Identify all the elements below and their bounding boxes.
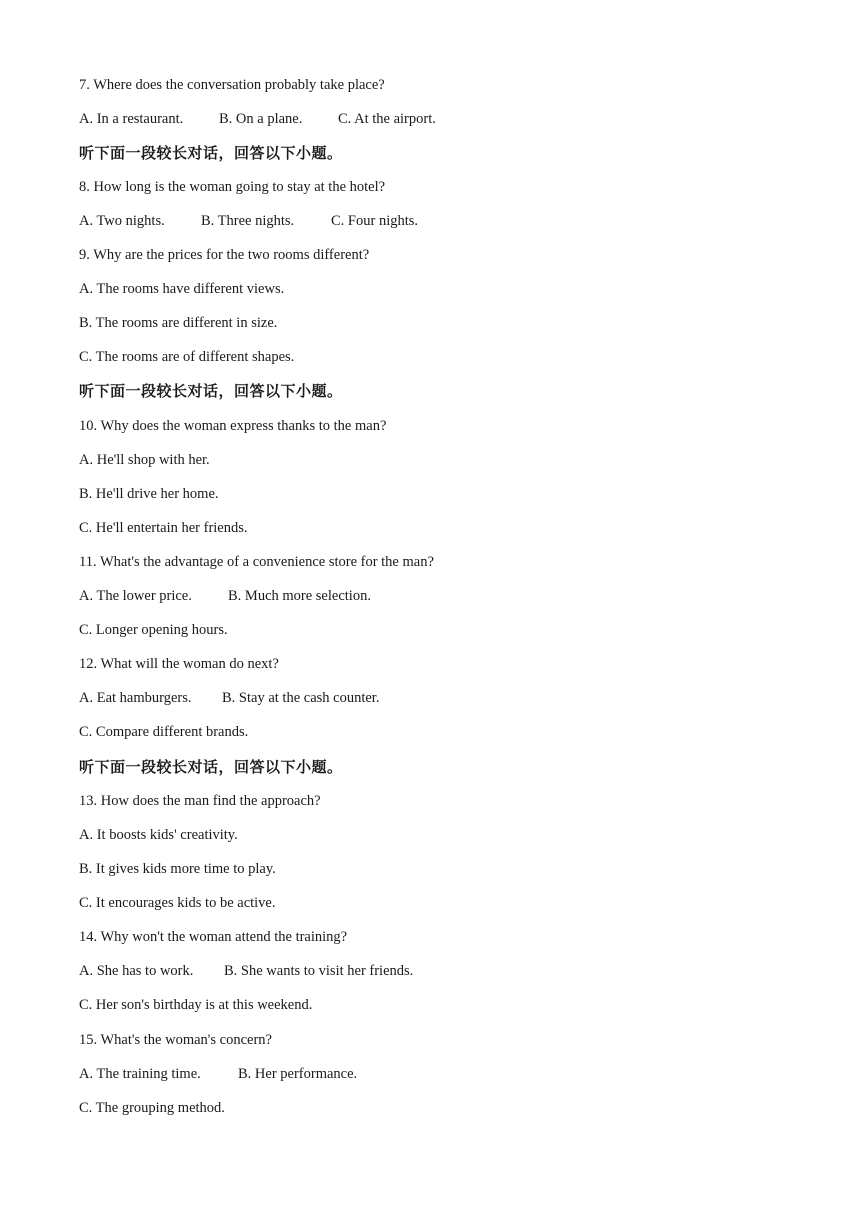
- q7-option-a: A. In a restaurant.: [79, 111, 184, 127]
- q11-option-a: A. The lower price.: [79, 588, 192, 604]
- q15-option-b: B. Her performance.: [238, 1066, 358, 1082]
- q8-option-c: C. Four nights.: [331, 213, 419, 229]
- question-7-options: [79, 110, 436, 128]
- q14-option-b: B. She wants to visit her friends.: [224, 963, 414, 979]
- q13-option-b: B. It gives kids more time to play.: [79, 861, 276, 877]
- q11-option-b: B. Much more selection.: [228, 588, 371, 604]
- q14-option-c: C. Her son's birthday is at this weekend.: [79, 997, 313, 1013]
- q9-option-a: A. The rooms have different views.: [79, 281, 285, 297]
- question-14-options-ab: [79, 962, 413, 980]
- q13-option-a: A. It boosts kids' creativity.: [79, 827, 238, 843]
- question-14: 14. Why won't the woman attend the training?: [79, 929, 348, 945]
- question-10: 10. Why does the woman express thanks to the man?: [79, 418, 387, 434]
- question-15: 15. What's the woman's concern?: [79, 1032, 272, 1048]
- q10-option-b: B. He'll drive her home.: [79, 486, 219, 502]
- q7-option-c: C. At the airport.: [338, 111, 436, 127]
- question-12-options-ab: [79, 689, 379, 707]
- question-8: 8. How long is the woman going to stay at the hotel?: [79, 179, 386, 195]
- q12-option-c: C. Compare different brands.: [79, 724, 249, 740]
- section-heading-1: 听下面一段较长对话，回答以下小题。: [79, 144, 343, 162]
- q15-option-c: C. The grouping method.: [79, 1100, 225, 1116]
- q10-option-a: A. He'll shop with her.: [79, 452, 210, 468]
- question-9: 9. Why are the prices for the two rooms different?: [79, 247, 370, 263]
- q14-option-a: A. She has to work.: [79, 963, 194, 979]
- q10-option-c: C. He'll entertain her friends.: [79, 520, 248, 536]
- q13-option-c: C. It encourages kids to be active.: [79, 895, 276, 911]
- question-11-options-ab: [79, 587, 371, 605]
- q9-option-b: B. The rooms are different in size.: [79, 315, 278, 331]
- q7-option-b: B. On a plane.: [219, 111, 303, 127]
- section-heading-3: 听下面一段较长对话，回答以下小题。: [79, 758, 343, 776]
- q11-option-c: C. Longer opening hours.: [79, 622, 228, 638]
- q12-option-a: A. Eat hamburgers.: [79, 690, 192, 706]
- question-13: 13. How does the man find the approach?: [79, 793, 321, 809]
- q15-option-a: A. The training time.: [79, 1066, 201, 1082]
- question-12: 12. What will the woman do next?: [79, 656, 279, 672]
- question-11: 11. What's the advantage of a convenience store for the man?: [79, 554, 434, 570]
- q12-option-b: B. Stay at the cash counter.: [222, 690, 380, 706]
- q8-option-a: A. Two nights.: [79, 213, 165, 229]
- question-7: 7. Where does the conversation probably take place?: [79, 77, 385, 93]
- q8-option-b: B. Three nights.: [201, 213, 295, 229]
- question-15-options-ab: [79, 1065, 357, 1083]
- section-heading-2: 听下面一段较长对话，回答以下小题。: [79, 382, 343, 400]
- q9-option-c: C. The rooms are of different shapes.: [79, 349, 295, 365]
- question-8-options: [79, 212, 418, 230]
